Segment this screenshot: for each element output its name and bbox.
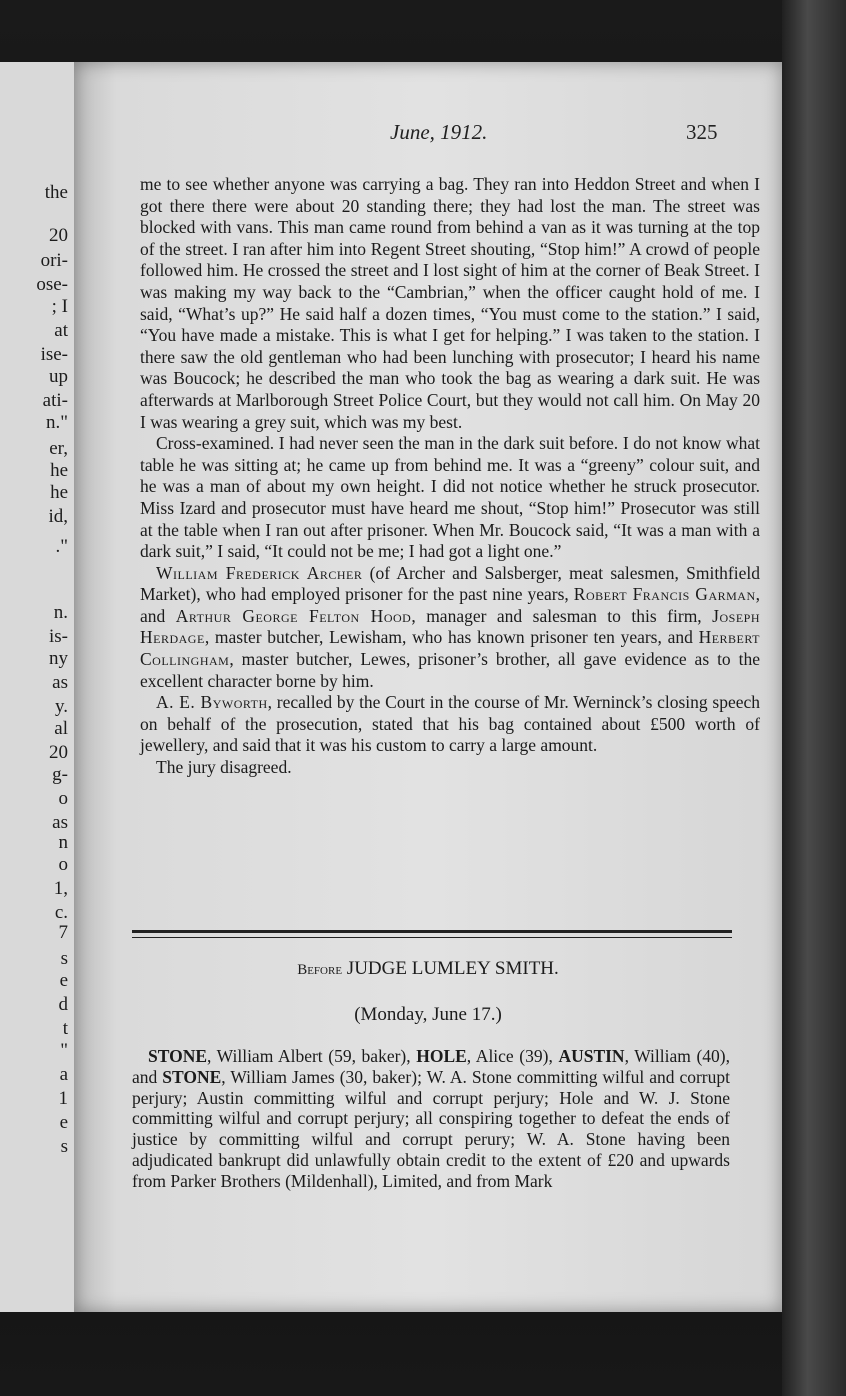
facing-page	[0, 62, 76, 1312]
text-run: , Alice (39),	[466, 1046, 559, 1066]
defendant-surname: HOLE	[416, 1046, 467, 1066]
facing-page-fragment: as	[52, 812, 68, 833]
text-run: , William (40), and	[132, 1046, 731, 1087]
facing-page-fragment: ."	[55, 536, 68, 557]
facing-page-fragment: "	[60, 1040, 68, 1061]
paragraph-p2	[140, 433, 760, 563]
paragraph-p1	[140, 174, 760, 433]
text-run: , William Albert (59, baker),	[207, 1046, 417, 1066]
divider-thin-rule	[132, 937, 732, 938]
case-text	[132, 1046, 730, 1192]
facing-page-fragment: 1	[58, 1088, 68, 1109]
witness-name: Herbert Collingham	[140, 627, 760, 670]
facing-page-fragment: t	[62, 1018, 68, 1039]
defendant-surname: AUSTIN	[558, 1046, 625, 1066]
facing-page-fragment: c.	[54, 902, 68, 923]
facing-page-fragment: 20	[49, 742, 68, 763]
facing-page-fragment: o	[58, 788, 68, 809]
paragraph-p4	[140, 692, 760, 757]
facing-page-fragment: y.	[54, 696, 68, 717]
facing-page-fragment: e	[59, 1112, 68, 1133]
running-head-title: June, 1912.	[390, 120, 488, 144]
facing-page-fragment: ose-	[36, 274, 68, 295]
section-divider	[132, 930, 732, 938]
text-run: , master butcher, Lewes, prisoner’s brother, all gave evidence as to the excellent character borne by him.	[140, 649, 760, 691]
section-heading	[74, 958, 782, 980]
section-heading-prefix: Before	[297, 962, 343, 978]
facing-page-fragment: n	[58, 832, 68, 853]
facing-page-fragment: ise-	[40, 344, 68, 365]
facing-page-fragment: d	[58, 994, 68, 1015]
running-head	[74, 120, 782, 150]
facing-page-fragment: 1,	[53, 878, 68, 899]
facing-page-fragment: he	[50, 460, 68, 481]
text-run: , master butcher, Lewisham, who has known prisoner ten years, and	[204, 627, 699, 648]
facing-page-fragment: ati-	[42, 390, 68, 411]
paragraph-p5	[140, 757, 760, 779]
facing-page-fragment: the	[44, 182, 68, 203]
book-page	[74, 62, 782, 1312]
case-paragraph	[132, 1046, 730, 1192]
divider-thick-rule	[132, 930, 732, 933]
body-text	[140, 174, 760, 779]
defendant-surname: STONE	[162, 1066, 222, 1087]
text-run: , manager and salesman to this firm,	[411, 605, 713, 626]
facing-page-fragment: id,	[48, 506, 68, 527]
witness-name: William Frederick Archer	[156, 562, 363, 583]
text-run: , recalled by the Court in the course of Mr. Werninck’s closing speech on behalf of the prosecution, stated that his bag contained about £500 worth of jewellery, and said that it was his custom to carry a large amount.	[140, 692, 760, 756]
witness-name: Arthur George Felton Hood	[175, 605, 412, 626]
text-run: , and	[140, 584, 760, 626]
facing-page-fragment: ori-	[40, 250, 68, 271]
facing-page-fragment: is-	[49, 626, 68, 647]
facing-page-fragment: n."	[45, 412, 68, 433]
defendant-surname: STONE	[148, 1046, 208, 1066]
facing-page-fragment: s	[60, 948, 68, 969]
text-run: (of Archer and Salsberger, meat salesmen, Smithfield Market), who had employed prisoner for the past nine years,	[140, 562, 760, 605]
facing-page-fragment: al	[54, 718, 68, 739]
page-number: 325	[686, 120, 718, 144]
facing-page-fragment: n.	[53, 602, 68, 623]
facing-page-fragment: o	[58, 854, 68, 875]
facing-page-fragment: g-	[52, 764, 68, 785]
text-run: The jury disagreed.	[156, 757, 292, 778]
text-run: me to see whether anyone was carrying a bag. They ran into Heddon Street and when I got there there were about 20 standing there; they had lost the man. The street was blocked with vans. This man came round from behind a van as it was turning at the top of the street. I ran after him into Regent Street shouting, “Stop him!” A crowd of people followed him. He crossed the street and I lost sight of him at the corner of Beak Street. I was making my way back to the “Cambrian,” when the officer caught hold of me. I said, “What’s up?” He said half a dozen times, “You must come to the station.” I said, “You have made a mistake. This is what I get for helping.” I was taken to the station. I there saw the old gentleman who had been lunching with prosecutor; I heard his name was Boucock; he described the man who took the bag as wearing a dark suit. He was afterwards at Marlborough Street Police Court, but they would not call him. On May 20 I was wearing a grey suit, which was my best.	[140, 174, 760, 432]
paragraph-p3	[140, 563, 760, 693]
book-edge	[782, 0, 846, 1396]
facing-page-fragment: 20	[49, 225, 68, 246]
facing-page-fragment: s	[60, 1136, 68, 1157]
facing-page-fragment: ny	[49, 648, 68, 669]
facing-page-fragment: 7	[58, 922, 68, 943]
witness-name: Joseph Herdage	[140, 605, 760, 648]
text-run: , William James (30, baker); W. A. Stone committing wilful and corrupt perjury; Austin committing wilful and corrupt perjury; Hole and W. J. Stone committing wilful and corrupt perjury; all conspiring together to defeat the ends of justice by committing wilful and corrupt perury; W. A. Stone having been adjudicated bankrupt did unlawfully obtain credit to the extent of £20 and upwards from Parker Brothers (Mildenhall), Limited, and from Mark	[132, 1066, 730, 1191]
witness-name: A. E. Byworth	[156, 692, 268, 713]
facing-page-fragment: up	[49, 366, 68, 387]
facing-page-fragment: as	[52, 672, 68, 693]
section-heading-main: JUDGE LUMLEY SMITH.	[346, 958, 559, 979]
facing-page-fragment: ; I	[51, 296, 68, 317]
facing-page-fragment: e	[59, 970, 68, 991]
witness-name: Robert Francis Garman	[573, 584, 756, 605]
facing-page-fragment: at	[54, 320, 68, 341]
section-date: (Monday, June 17.)	[354, 1004, 502, 1025]
facing-page-fragment: he	[50, 482, 68, 503]
facing-page-fragment: er,	[49, 438, 68, 459]
facing-page-fragment: a	[59, 1064, 68, 1085]
text-run: Cross-examined. I had never seen the man in the dark suit before. I do not know what table he was sitting at; he came up from behind me. It was a “greeny” colour suit, and he was a man of about my own height. I did not notice whether he struck prosecutor. Miss Izard and prosecutor must have heard me shout, “Stop him!” Prosecutor was still at the table when I ran out after prisoner. When Mr. Boucock said, “It was a man with a dark suit,” I said, “It could not be me; I had got a light one.”	[140, 433, 760, 562]
